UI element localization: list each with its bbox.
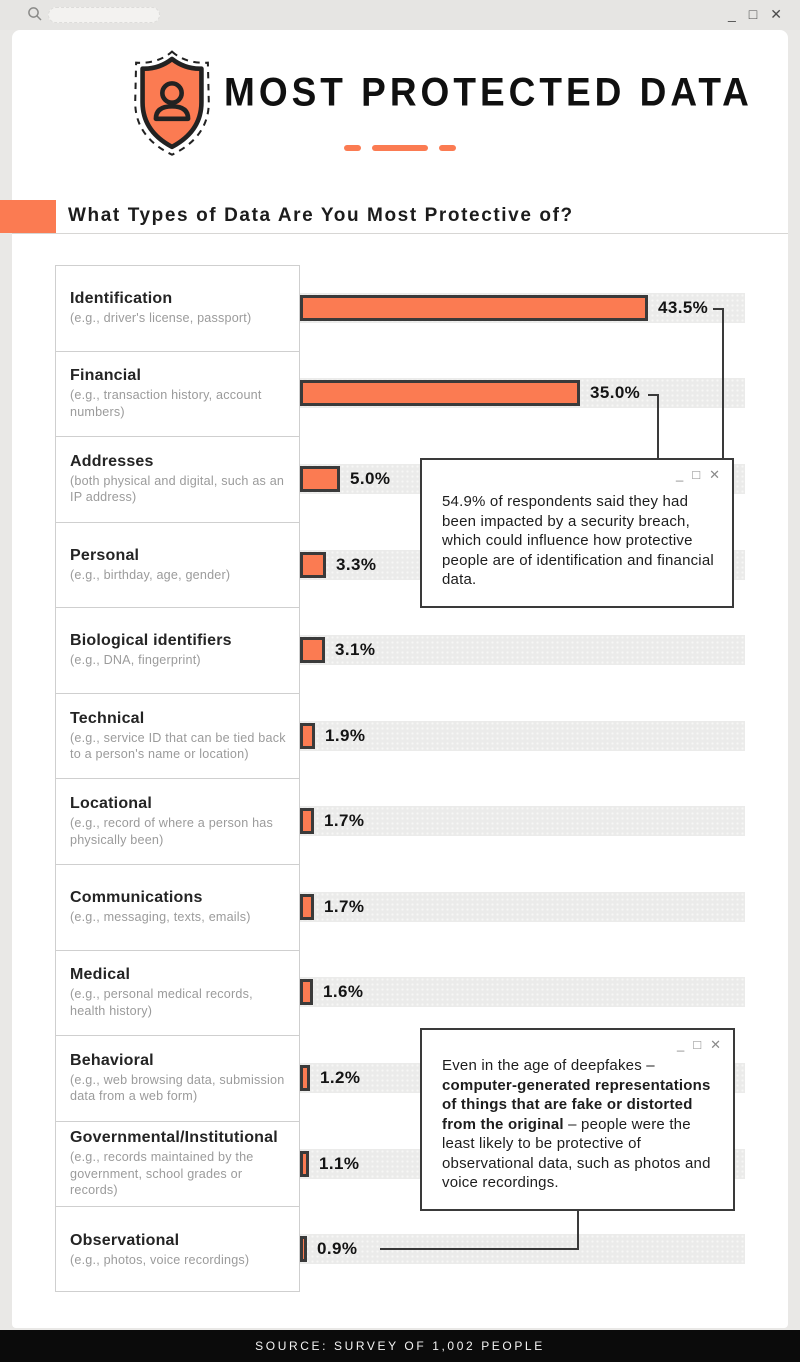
bar: [300, 723, 315, 749]
value-label: 43.5%: [658, 297, 709, 317]
search-input[interactable]: [48, 7, 160, 23]
category-cell: [56, 1207, 299, 1293]
category-label: Personal: [70, 546, 140, 564]
category-cell: [56, 437, 299, 523]
callout-text: Even in the age of deepfakes – computer-generated representations of things that are fake or distorted from the original – people were the least likely to be protective of observational data, such as photos and voice recordings.: [442, 1057, 711, 1191]
maximize-icon[interactable]: □: [748, 6, 758, 22]
category-label: Technical: [70, 709, 145, 727]
connector-43-vertical: [722, 308, 724, 460]
category-label: Behavioral: [70, 1051, 154, 1069]
value-label: 1.7%: [324, 896, 365, 916]
callout-security-breach: [420, 458, 734, 608]
category-subtitle: (e.g., messaging, texts, emails): [70, 910, 251, 925]
value-label: 5.0%: [350, 468, 391, 488]
source-footer: [0, 1330, 800, 1362]
value-label: 1.1%: [319, 1153, 360, 1173]
value-label: 1.7%: [324, 811, 365, 831]
page-title: MOST PROTECTED DATA: [224, 70, 753, 115]
category-label: Financial: [70, 367, 142, 385]
minimize-icon[interactable]: _: [728, 6, 736, 22]
category-label: Medical: [70, 966, 131, 984]
category-subtitle: (e.g., birthday, age, gender): [70, 567, 231, 582]
bar: [300, 1065, 310, 1091]
search-icon[interactable]: [27, 6, 43, 22]
category-cell: [56, 779, 299, 865]
divider-dashes: [344, 145, 456, 151]
minimize-icon[interactable]: _: [677, 1037, 685, 1052]
value-label: 1.6%: [323, 982, 364, 1002]
section-heading: What Types of Data Are You Most Protective of?: [68, 205, 574, 226]
category-cell: [56, 608, 299, 694]
category-subtitle: (e.g., records maintained by the government, school grades or records): [70, 1150, 254, 1198]
category-cell: [56, 865, 299, 951]
value-label: 3.1%: [335, 640, 376, 660]
connector-35-vertical: [657, 394, 659, 460]
value-label: 35.0%: [590, 383, 641, 403]
category-cell: [56, 951, 299, 1037]
category-cell: [56, 352, 299, 438]
category-subtitle: (e.g., personal medical records, health history): [70, 987, 253, 1018]
window-titlebar: [0, 0, 800, 30]
close-icon[interactable]: ✕: [709, 467, 720, 482]
category-cell: [56, 1122, 299, 1208]
value-label: 0.9%: [317, 1239, 358, 1259]
category-label: Identification: [70, 289, 173, 307]
category-label: Addresses: [70, 452, 154, 470]
source-text: SOURCE: SURVEY OF 1,002 PEOPLE: [255, 1339, 545, 1353]
bar-track: [300, 977, 745, 1007]
shield-person-icon: [126, 50, 218, 160]
bar: [300, 466, 340, 492]
close-icon[interactable]: ✕: [770, 6, 782, 22]
category-label: Observational: [70, 1231, 180, 1249]
category-subtitle: (e.g., DNA, fingerprint): [70, 653, 201, 668]
bar: [300, 380, 580, 406]
category-subtitle: (both physical and digital, such as an IP address): [70, 473, 285, 505]
bar-track: [300, 892, 745, 922]
category-label: Locational: [70, 795, 153, 813]
bar: [300, 1236, 307, 1262]
bar: [300, 979, 313, 1005]
maximize-icon[interactable]: □: [692, 467, 701, 482]
connector-09-horizontal: [380, 1248, 579, 1250]
bar: [300, 552, 326, 578]
category-subtitle: (e.g., web browsing data, submission data from a web form): [70, 1072, 285, 1104]
category-cell: [56, 523, 299, 609]
heading-accent-block: [0, 200, 56, 233]
category-label: Biological identifiers: [70, 632, 232, 650]
bar-track: [300, 806, 745, 836]
value-label: 1.2%: [320, 1068, 361, 1088]
bar: [300, 894, 314, 920]
value-label: 3.3%: [336, 554, 377, 574]
category-subtitle: (e.g., photos, voice recordings): [70, 1252, 250, 1267]
bar: [300, 637, 325, 663]
bar: [300, 1151, 309, 1177]
callout-text: 54.9% of respondents said they had been impacted by a security breach, which could influence how protective people are of identification and financial data.: [442, 493, 714, 588]
maximize-icon[interactable]: □: [693, 1037, 702, 1052]
category-panel: [55, 265, 300, 1292]
bar: [300, 295, 648, 321]
category-cell: [56, 266, 299, 352]
category-subtitle: (e.g., service ID that can be tied back to a person's name or location): [70, 730, 286, 762]
category-cell: [56, 1036, 299, 1122]
category-subtitle: (e.g., driver's license, passport): [70, 310, 252, 325]
heading-rule: [12, 233, 788, 234]
close-icon[interactable]: ✕: [710, 1037, 721, 1052]
category-subtitle: (e.g., transaction history, account numbers): [70, 388, 262, 419]
category-label: Governmental/Institutional: [70, 1129, 278, 1147]
bar-track: [300, 721, 745, 751]
callout-deepfakes: [420, 1028, 735, 1211]
category-label: Communications: [70, 889, 203, 907]
category-cell: [56, 694, 299, 780]
connector-09-vertical: [577, 1210, 579, 1250]
minimize-icon[interactable]: _: [676, 467, 684, 482]
category-subtitle: (e.g., record of where a person has physically been): [70, 816, 274, 847]
bar: [300, 808, 314, 834]
value-label: 1.9%: [325, 725, 366, 745]
